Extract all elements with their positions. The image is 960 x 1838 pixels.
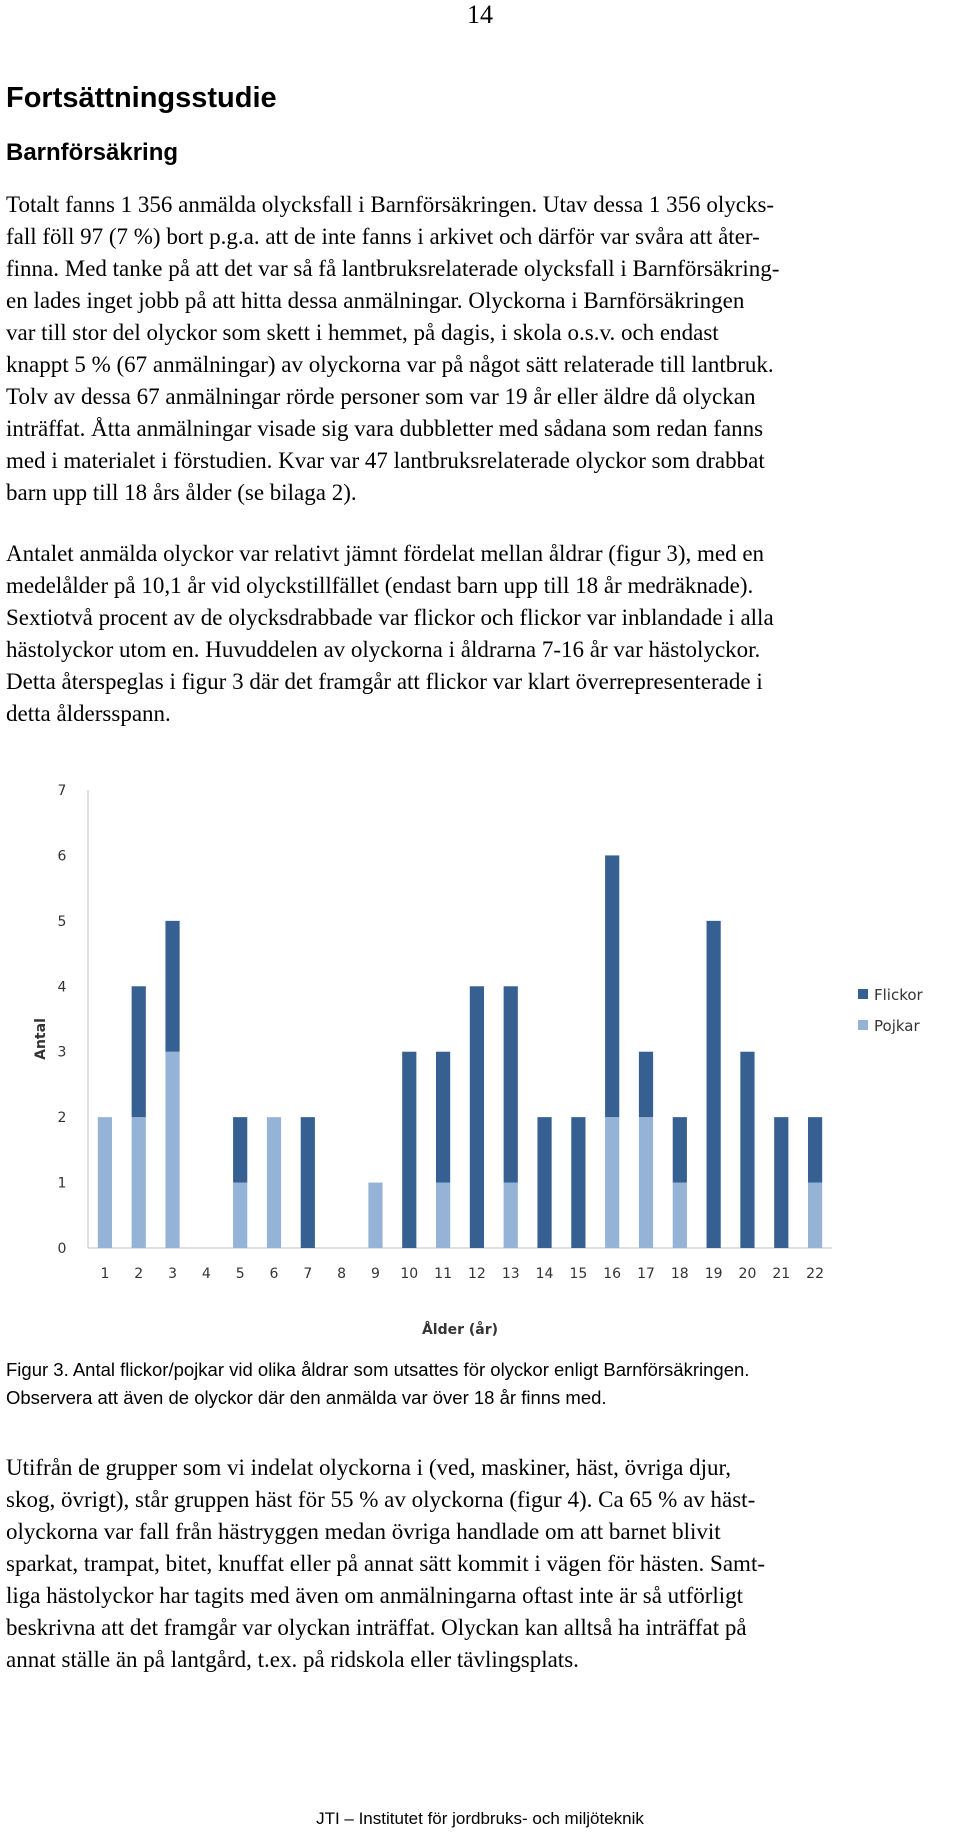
text-line: sparkat, trampat, bitet, knuffat eller på annat sätt kommit i vägen för hästen. Samt-: [6, 1551, 765, 1576]
text-line: Totalt fanns 1 356 anmälda olycksfall i Barnförsäkringen. Utav dessa 1 356 olycks-: [6, 192, 775, 217]
bar-pojkar-age-22: [808, 1183, 822, 1248]
legend-swatch-pojkar: [858, 1020, 868, 1030]
x-tick-label: 16: [603, 1266, 622, 1282]
bar-flickor-age-3: [165, 921, 179, 1052]
figure-caption: [6, 1356, 956, 1412]
bar-flickor-age-7: [301, 1117, 315, 1248]
x-tick-label: 10: [400, 1266, 419, 1282]
bar-flickor-age-15: [571, 1117, 585, 1248]
text-line: knappt 5 % (67 anmälningar) av olyckorna var på något sätt relaterade till lantbruk.: [6, 352, 774, 377]
text-line: beskrivna att det framgår var olyckan inträffat. Olyckan kan alltså ha inträffat på: [6, 1615, 747, 1640]
bar-flickor-age-13: [504, 986, 518, 1182]
text-line: hästolyckor utom en. Huvuddelen av olyckorna i åldrarna 7-16 år var hästolyckor.: [6, 637, 761, 662]
bar-flickor-age-5: [233, 1117, 247, 1182]
x-tick-label: 11: [434, 1266, 453, 1282]
bar-pojkar-age-13: [504, 1183, 518, 1248]
paragraph-1: [6, 189, 956, 509]
bar-flickor-age-10: [402, 1052, 416, 1248]
legend-label-flickor: Flickor: [874, 986, 923, 1004]
bar-flickor-age-14: [537, 1117, 551, 1248]
text-line: barn upp till 18 års ålder (se bilaga 2).: [6, 480, 357, 505]
x-axis-title: Ålder (år): [421, 1322, 499, 1338]
x-tick-label: 22: [806, 1266, 825, 1282]
text-line: inträffat. Åtta anmälningar visade sig vara dubbletter med sådana som redan fanns: [6, 416, 764, 441]
x-tick-label: 21: [772, 1266, 791, 1282]
text-line: Utifrån de grupper som vi indelat olyckorna i (ved, maskiner, häst, övriga djur,: [6, 1455, 732, 1480]
bar-flickor-age-19: [707, 921, 721, 1248]
bar-flickor-age-21: [774, 1117, 788, 1248]
section-heading: Barnförsäkring: [6, 139, 179, 166]
x-tick-label: 14: [535, 1266, 554, 1282]
text-line: fall föll 97 (7 %) bort p.g.a. att de inte fanns i arkivet och därför var svåra att åter-: [6, 224, 760, 249]
x-tick-label: 13: [501, 1266, 520, 1282]
bar-pojkar-age-18: [673, 1183, 687, 1248]
x-tick-label: 9: [370, 1266, 380, 1282]
y-tick-label: 5: [57, 913, 67, 930]
y-tick-label: 3: [57, 1044, 67, 1061]
x-tick-label: 4: [201, 1266, 211, 1282]
x-tick-label: 1: [100, 1266, 110, 1282]
paragraph-3: [6, 1452, 956, 1676]
x-tick-label: 7: [303, 1266, 313, 1282]
text-line: med i materialet i förstudien. Kvar var 47 lantbruksrelaterade olyckor som drabbat: [6, 448, 765, 473]
y-tick-label: 4: [57, 979, 67, 996]
page-number: 14: [467, 0, 493, 29]
y-tick-label: 6: [57, 848, 67, 865]
x-tick-label: 20: [738, 1266, 757, 1282]
bar-flickor-age-12: [470, 986, 484, 1248]
bar-pojkar-age-11: [436, 1183, 450, 1248]
bar-pojkar-age-6: [267, 1117, 281, 1248]
age-bar-chart: [0, 770, 960, 1340]
legend-label-pojkar: Pojkar: [874, 1017, 920, 1035]
text-line: olyckorna var fall från hästryggen medan övriga handlade om att barnet blivit: [6, 1519, 721, 1544]
text-line: annat ställe än på lantgård, t.ex. på ridskola eller tävlingsplats.: [6, 1647, 579, 1672]
bar-flickor-age-18: [673, 1117, 687, 1182]
y-tick-label: 2: [57, 1110, 67, 1127]
text-line: Detta återspeglas i figur 3 där det framgår att flickor var klart överrepresenterade i: [6, 669, 763, 694]
bar-pojkar-age-16: [605, 1117, 619, 1248]
bar-pojkar-age-9: [368, 1183, 382, 1248]
bar-flickor-age-16: [605, 855, 619, 1117]
y-tick-label: 1: [57, 1175, 67, 1192]
y-axis-title: Antal: [33, 1018, 49, 1060]
x-tick-label: 15: [569, 1266, 588, 1282]
bar-flickor-age-11: [436, 1052, 450, 1183]
bar-pojkar-age-2: [132, 1117, 146, 1248]
text-line: Tolv av dessa 67 anmälningar rörde personer som var 19 år eller äldre då olyckan: [6, 384, 756, 409]
caption-line: Figur 3. Antal flickor/pojkar vid olika åldrar som utsattes för olyckor enligt Barnförsäkringen.: [6, 1359, 750, 1380]
text-line: var till stor del olyckor som skett i hemmet, på dagis, i skola o.s.v. och endast: [6, 320, 719, 345]
x-tick-label: 5: [235, 1266, 245, 1282]
page-heading: Fortsättningsstudie: [6, 82, 277, 114]
legend-swatch-flickor: [858, 989, 868, 999]
bar-flickor-age-22: [808, 1117, 822, 1182]
text-line: skog, övrigt), står gruppen häst för 55 % av olyckorna (figur 4). Ca 65 % av häst-: [6, 1487, 756, 1512]
bar-flickor-age-2: [132, 986, 146, 1117]
text-line: medelålder på 10,1 år vid olyckstillfället (endast barn upp till 18 år medräknade).: [6, 573, 754, 598]
x-tick-label: 8: [337, 1266, 347, 1282]
y-tick-label: 7: [57, 783, 67, 799]
bar-flickor-age-20: [740, 1052, 754, 1248]
x-tick-label: 6: [269, 1266, 279, 1282]
text-line: Sextiotvå procent av de olycksdrabbade var flickor och flickor var inblandade i alla: [6, 605, 774, 630]
paragraph-2: [6, 538, 956, 730]
chart-svg: [0, 770, 960, 1340]
page-footer: JTI – Institutet för jordbruks- och miljöteknik: [316, 1809, 644, 1828]
text-line: Antalet anmälda olyckor var relativt jämnt fördelat mellan åldrar (figur 3), med en: [6, 541, 765, 566]
bar-pojkar-age-1: [98, 1117, 112, 1248]
bar-flickor-age-17: [639, 1052, 653, 1117]
x-tick-label: 17: [637, 1266, 655, 1282]
x-tick-label: 2: [134, 1266, 144, 1282]
y-tick-label: 0: [57, 1241, 67, 1257]
text-line: detta åldersspann.: [6, 701, 171, 726]
bar-pojkar-age-17: [639, 1117, 653, 1248]
text-line: finna. Med tanke på att det var så få lantbruksrelaterade olycksfall i Barnförsäkring-: [6, 256, 780, 281]
x-tick-label: 19: [704, 1266, 723, 1282]
x-tick-label: 3: [168, 1266, 178, 1282]
bar-pojkar-age-5: [233, 1183, 247, 1248]
caption-line: Observera att även de olyckor där den anmälda var över 18 år finns med.: [6, 1387, 607, 1408]
text-line: liga hästolyckor har tagits med även om anmälningarna oftast inte är så utförligt: [6, 1583, 744, 1608]
x-tick-label: 18: [670, 1266, 689, 1282]
text-line: en lades inget jobb på att hitta dessa anmälningar. Olyckorna i Barnförsäkringen: [6, 288, 745, 313]
bar-pojkar-age-3: [165, 1052, 179, 1248]
x-tick-label: 12: [467, 1266, 486, 1282]
